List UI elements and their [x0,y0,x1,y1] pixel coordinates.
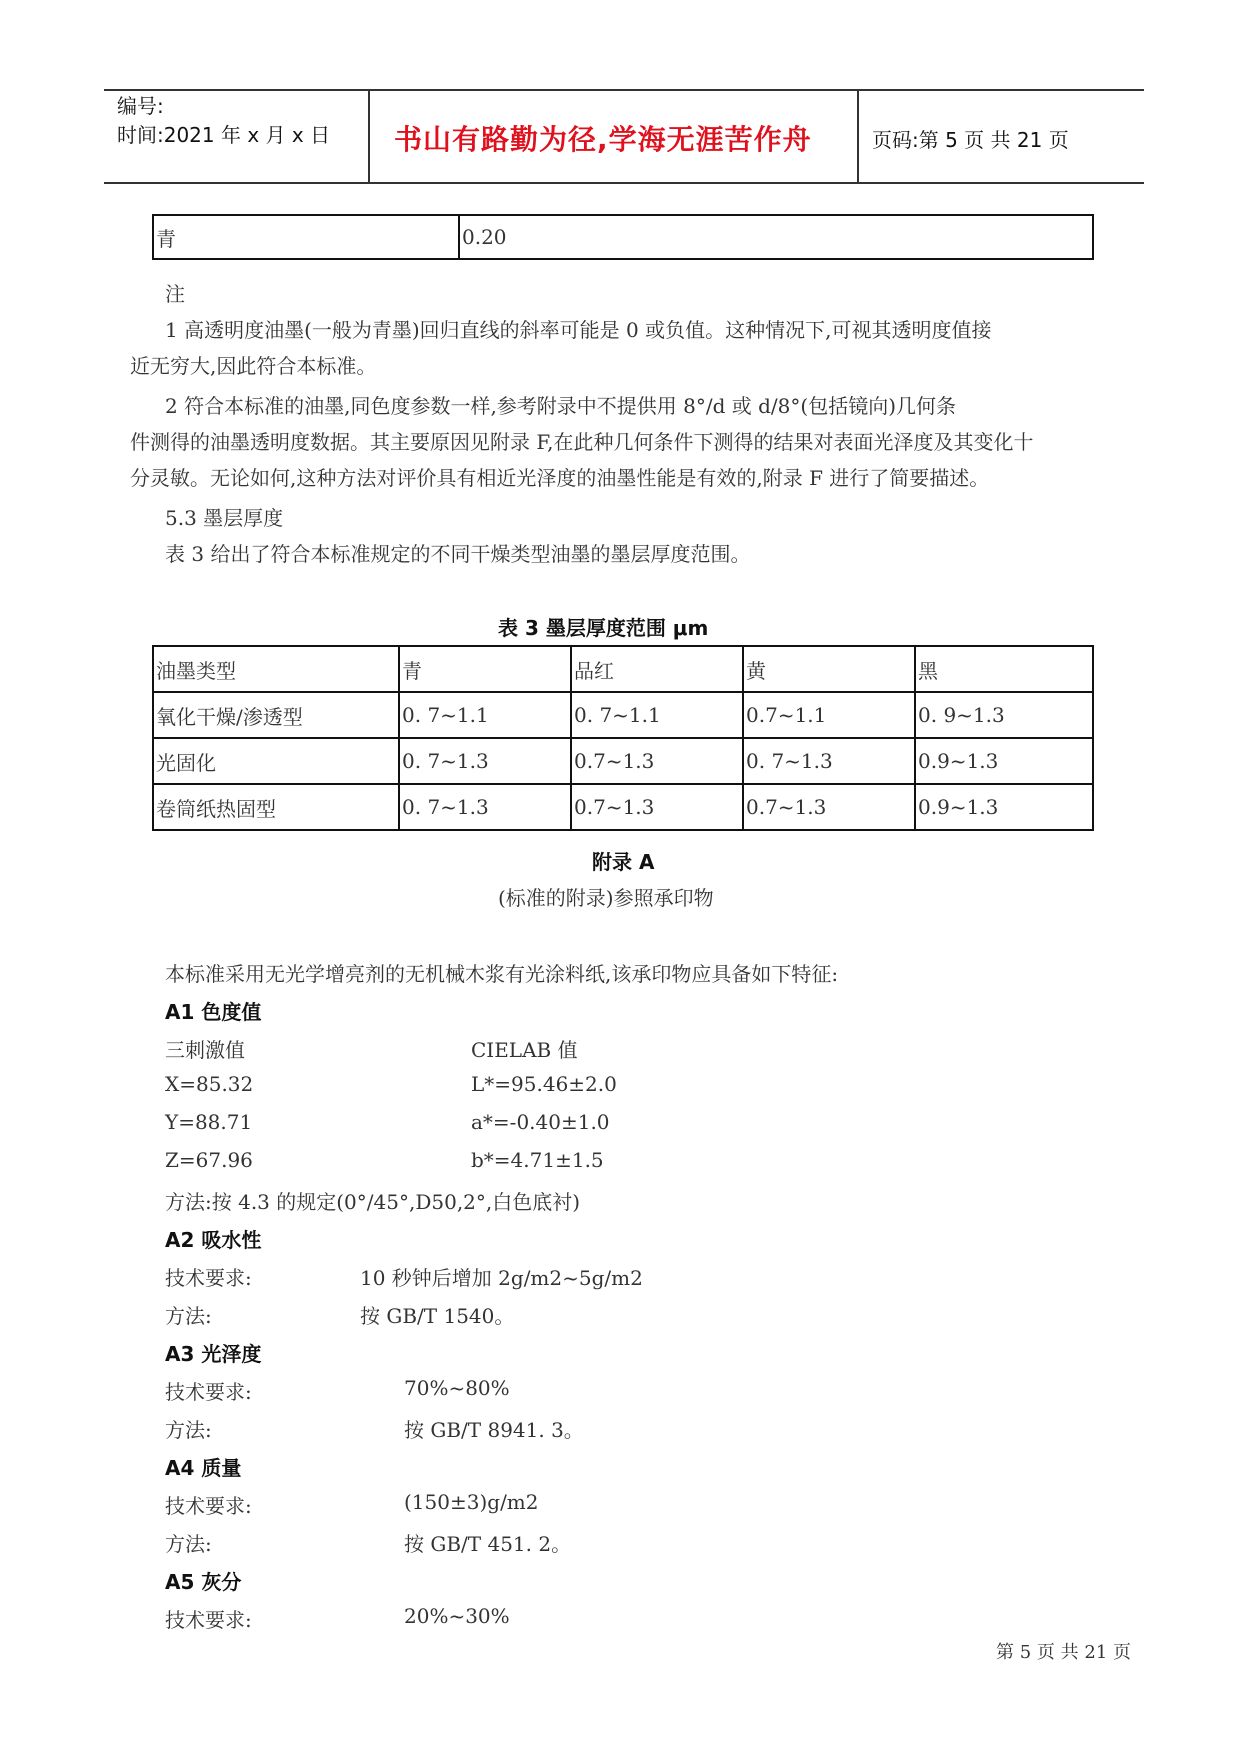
header-bottom-rule [104,182,1144,184]
appendix-subtitle: (标准的附录)参照承印物 [498,886,714,910]
header-number-label: 编号: [117,94,164,118]
header-motto: 书山有路勤为径,学海无涯苦作舟 [394,123,812,156]
table-prev-continuation [152,214,1094,260]
table-row [153,692,1093,738]
note-1-line-2: 近无穷大,因此符合本标准。 [130,354,377,378]
note-2-line-2: 件测得的油墨透明度数据。其主要原因见附录 F,在此种几何条件下测得的结果对表面光泽度及其变化十 [130,430,1034,454]
header-top-rule [104,89,1144,91]
table-cell: 光固化 [153,738,399,784]
table-cell: 卷筒纸热固型 [153,784,399,830]
table-cell: 0. 9~1.3 [915,692,1093,738]
page-footer: 第 5 页 共 21 页 [996,1642,1131,1663]
note-2-line-1: 2 符合本标准的油墨,同色度参数一样,参考附录中不提供用 8°/d 或 d/8°(包括镜向)几何条 [165,394,957,418]
a3-method-label: 方法: [165,1418,212,1442]
table-cell: 0. 7~1.3 [743,738,915,784]
note-2-line-3: 分灵敏。无论如何,这种方法对评价具有相近光泽度的油墨性能是有效的,附录 F 进行了简要描述。 [130,466,990,490]
a1-col2-header: CIELAB 值 [471,1038,578,1062]
a1-row-l: L*=95.46±2.0 [471,1072,617,1096]
table-header-cell: 黄 [743,646,915,692]
a3-method-value: 按 GB/T 8941. 3。 [404,1418,584,1442]
table-row [153,215,1093,259]
a1-col1-header: 三刺激值 [165,1038,245,1062]
table-3 [152,645,1094,831]
a2-method-value: 按 GB/T 1540。 [360,1304,515,1328]
a1-row-x: X=85.32 [165,1072,254,1096]
table-header-cell: 品红 [571,646,743,692]
table-header-cell: 黑 [915,646,1093,692]
appendix-intro: 本标准采用无光学增亮剂的无机械木浆有光涂料纸,该承印物应具备如下特征: [165,962,839,986]
a1-row-a: a*=-0.40±1.0 [471,1110,610,1134]
table-cell: 0.7~1.1 [743,692,915,738]
table-cell: 0.7~1.3 [743,784,915,830]
a4-req-label: 技术要求: [165,1494,252,1518]
a3-heading: A3 光泽度 [165,1342,262,1366]
table-3-caption: 表 3 墨层厚度范围 μm [498,616,709,640]
section-5-3-text: 表 3 给出了符合本标准规定的不同干燥类型油墨的墨层厚度范围。 [165,542,751,566]
table-header-cell: 油墨类型 [153,646,399,692]
a1-row-y: Y=88.71 [165,1110,253,1134]
table-cell: 0. 7~1.3 [399,738,571,784]
a5-req-label: 技术要求: [165,1608,252,1632]
a2-req-label: 技术要求: [165,1266,252,1290]
a1-heading: A1 色度值 [165,1000,262,1024]
section-5-3-heading: 5.3 墨层厚度 [165,506,284,530]
appendix-title: 附录 A [592,850,655,874]
a4-method-label: 方法: [165,1532,212,1556]
a2-req-value: 10 秒钟后增加 2g/m2~5g/m2 [360,1266,643,1290]
a5-heading: A5 灰分 [165,1570,242,1594]
a4-heading: A4 质量 [165,1456,242,1480]
table-header-cell: 青 [399,646,571,692]
table-cell: 氧化干燥/渗透型 [153,692,399,738]
a2-heading: A2 吸水性 [165,1228,262,1252]
a1-method: 方法:按 4.3 的规定(0°/45°,D50,2°,白色底衬) [165,1190,581,1214]
table-cell: 0.20 [459,215,1093,259]
table-cell: 0.7~1.3 [571,784,743,830]
a4-req-value: (150±3)g/m2 [404,1490,539,1514]
table-cell: 青 [153,215,459,259]
header-time-label: 时间:2021 年 x 月 x 日 [117,123,331,147]
a3-req-value: 70%~80% [404,1376,510,1400]
header-divider-left [368,90,370,184]
table-cell: 0. 7~1.1 [571,692,743,738]
table-cell: 0. 7~1.1 [399,692,571,738]
table-cell: 0. 7~1.3 [399,784,571,830]
note-1-line-1: 1 高透明度油墨(一般为青墨)回归直线的斜率可能是 0 或负值。这种情况下,可视其透明度值接 [165,318,992,342]
table-cell: 0.9~1.3 [915,784,1093,830]
table-cell: 0.9~1.3 [915,738,1093,784]
a4-method-value: 按 GB/T 451. 2。 [404,1532,572,1556]
a2-method-label: 方法: [165,1304,212,1328]
table-row [153,738,1093,784]
notes-title: 注 [165,282,185,306]
a1-row-z: Z=67.96 [165,1148,253,1172]
header-divider-right [857,90,859,184]
table-row [153,784,1093,830]
header-page-label: 页码:第 5 页 共 21 页 [872,128,1069,152]
table-header-row [153,646,1093,692]
a1-row-b: b*=4.71±1.5 [471,1148,604,1172]
a5-req-value: 20%~30% [404,1604,510,1628]
table-cell: 0.7~1.3 [571,738,743,784]
a3-req-label: 技术要求: [165,1380,252,1404]
header-meta [117,92,330,150]
